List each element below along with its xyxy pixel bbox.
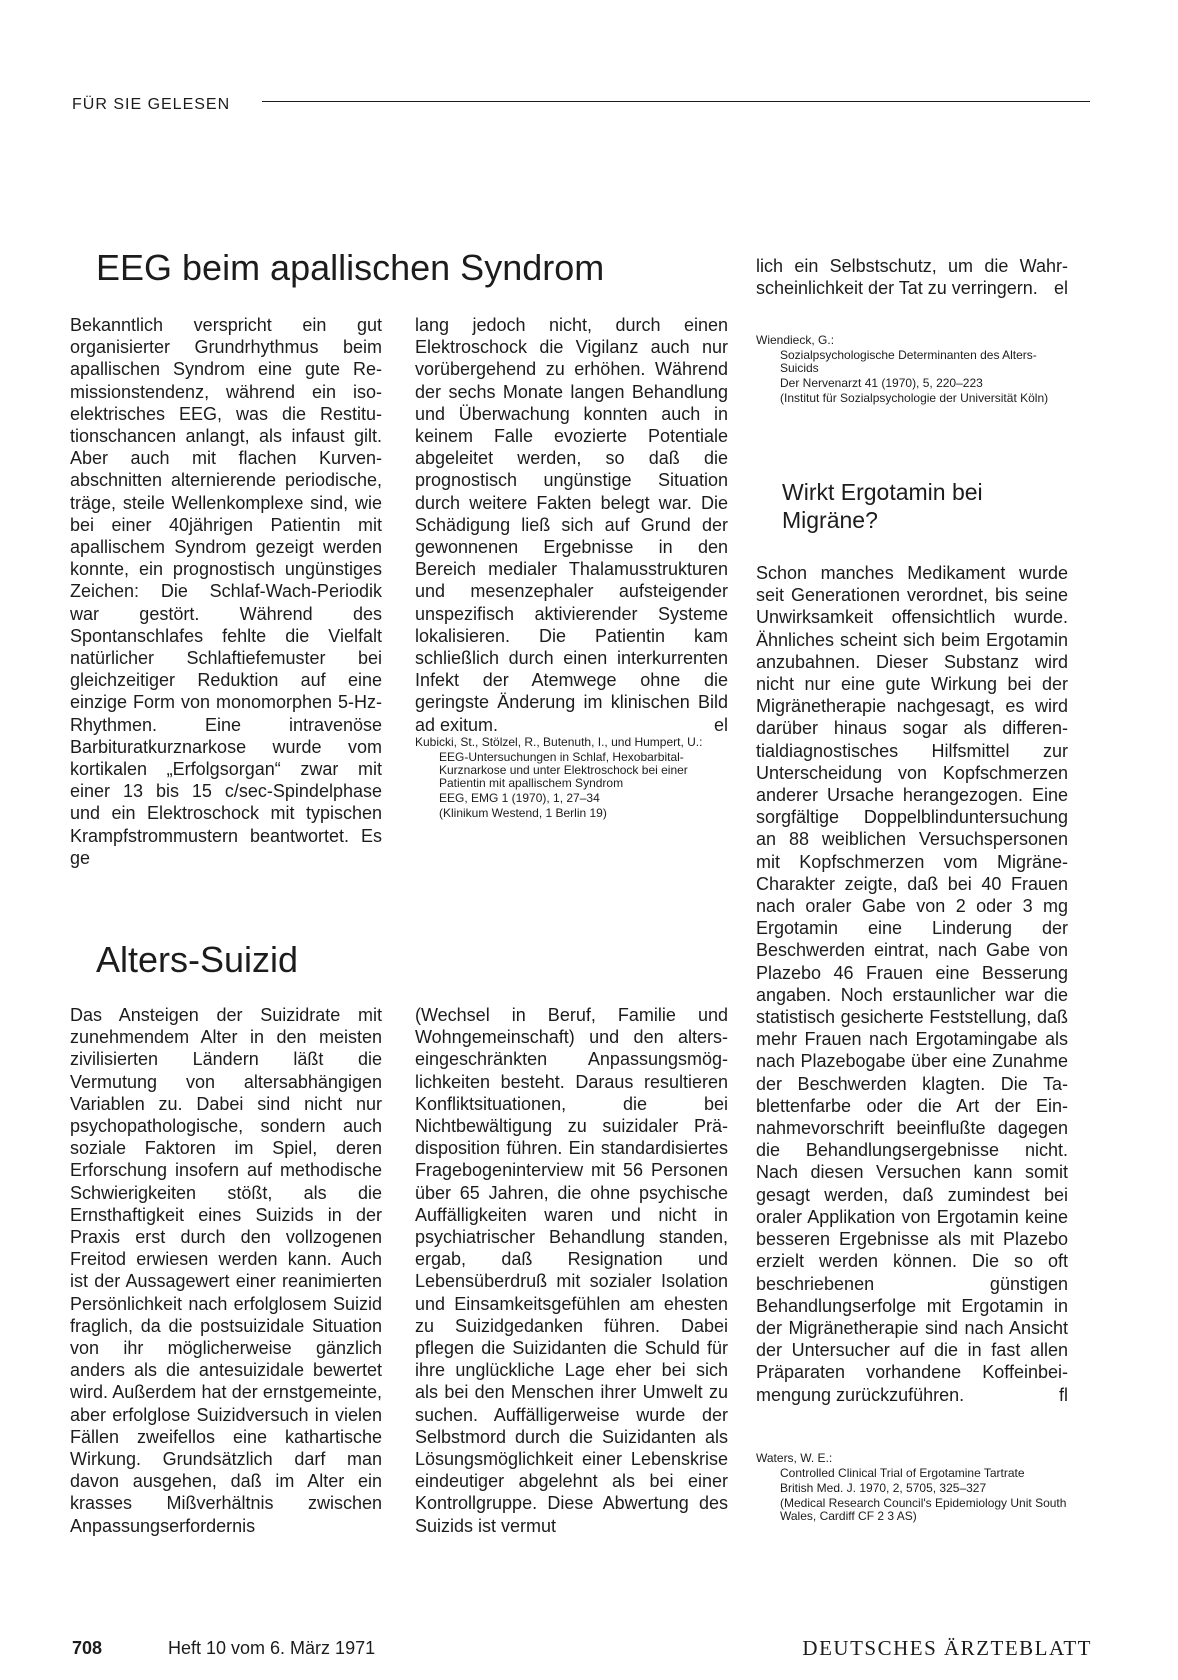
ergotamin-ref-citation: British Med. J. 1970, 2, 5705, 325–327 [780,1481,987,1495]
ergotamin-body-text: Schon manches Medikament wurde seit Generationen verordnet, bis seine Unwirksamkeit offensichtlich wurde. Ähnliches scheint sich beim Ergotamin anzubahnen. Dieser Substanz wird nicht nur eine gute Wirkung bei der Migränetherapie nachgesagt, es wird darüber hinaus sogar als differentialdiagnostisches Hilfsmittel zur Unterscheidung von Kopfschmerzen anderer Ursache herangezogen. Eine sorgfältige Doppelblinduntersuchung an 88 weiblichen Versuchspersonen mit Kopfschmerzen vom Migräne-Charakter zeigte, daß bei 40 Frauen nach oraler Gabe von 2 oder 3 mg Ergotamin eine Linderung der Beschwerden eintrat, nach Gabe von Plazebo 46 Frauen eine Besserung angaben. Noch erstaunlicher war die statistisch gesicherte Feststellung, daß mehr Frauen nach Ergotamingabe als nach Plazebogabe über eine Zunahme der Beschwerden klagten. Die Tablettenfarbe oder die Art der Einnahmevorschrift beeinflußte dagegen die Behandlungsergebnisse nicht. Nach diesen Versuchen kann somit gesagt werden, daß zumindest bei oraler Applikation von Ergotamin keine besseren Ergebnisse als mit Plazebo erzielt werden können. Die so oft beschriebenen günstigen Behandlungserfolge mit Ergotamin in der Migränetherapie sind nach Ansicht der Untersucher auf die in fast allen Präparaten vorhandene Koffeinbeimengung zurückzuführen. [756,563,1068,1405]
suizid-col1-text: Das Ansteigen der Suizidrate mit zunehmendem Alter in den meisten zivilisierten Ländern läßt die Vermutung von altersabhängigen Variablen zu. Dabei sind nicht nur psychopathologische, sondern auch soziale Faktoren im Spiel, deren Erforschung insofern auf methodische Schwierigkeiten stößt, als die Ernsthaftigkeit eines Suizids in der Praxis erst durch den vollzogenen Freitod erwiesen werden kann. Auch ist der Aussagewert einer reanimierten Persönlichkeit nach erfolglosem Suizid fraglich, da die postsuizidale Situation von ihr möglicherweise gänzlich anders als die antesuizidale bewertet wird. Außerdem hat der ernstgemeinte, aber erfolglose Suizidversuch in vielen Fällen zweifellos eine kathartische Wirkung. Grundsätzlich darf man davon ausgehen, daß im Alter ein krasses Mißverhältnis zwischen Anpassungserfordernis [70,1005,382,1536]
ergotamin-reference [756,1452,1068,1525]
ergotamin-ref-authors: Waters, W. E.: [756,1451,833,1465]
suizid-column-2 [415,1004,728,1537]
suizid-ref-title: Sozialpsychologische Determinanten des Alters-Suicids [780,348,1037,375]
journal-name: DEUTSCHES ÄRZTEBLATT [802,1636,1092,1660]
ergotamin-author-initials: fl [1059,1384,1068,1405]
eeg-column-2 [415,314,728,736]
eeg-author-initials: el [713,714,728,735]
suizid-ref-citation: Der Nervenarzt 41 (1970), 5, 220–223 [780,376,983,390]
eeg-col2-text: lang jedoch nicht, durch einen Elektroschock die Vigilanz auch nur vorübergehend zu erhöhen. Während der sechs Monate langen Behandlung und Überwachung konnten auch in keinem Falle evozierte Potentiale abgeleitet werden, so daß die prognostisch ungünstige Situation durch weitere Fakten belegt war. Die Schädigung ließ sich auf Grund der gewonnenen Ergebnisse in den Bereich medialer Thalamusstrukturen und mesenzephaler aufsteigender unspezifisch aktivierender Systeme lokalisieren. Die Patientin kam schließlich durch einen interkurrenten Infekt der Atemwege ohne die geringste Änderung im klinischen Bild ad exitum. [415,315,728,735]
eeg-column-1 [70,314,382,869]
suizid-reference [756,334,1068,407]
eeg-ref-authors: Kubicki, St., Stölzel, R., Butenuth, I., und Humpert, U.: [415,735,703,749]
eeg-reference [415,736,728,822]
header-rule [262,101,1090,102]
ergotamin-ref-title: Controlled Clinical Trial of Ergotamine Tartrate [780,1466,1025,1480]
ergotamin-ref-institution: (Medical Research Council's Epidemiology Unit South Wales, Cardiff CF 2 3 AS) [780,1496,1067,1523]
section-label: FÜR SIE GELESEN [72,96,231,113]
suizid-column-1 [70,1004,382,1537]
suizid-col3-text: lich ein Selbstschutz, um die Wahrscheinlichkeit der Tat zu verringern. [756,256,1068,299]
suizid-col2-text: (Wechsel in Beruf, Familie und Wohngemeinschaft) und den alterseingeschränkten Anpassungsmöglichkeiten besteht. Daraus resultieren Konfliktsituationen, die bei Nichtbewältigung zu suizidaler Prädisposition führen. Ein standardisiertes Fragebogeninterview mit 56 Personen über 65 Jahren, die ohne psychische Auffälligkeiten waren und nicht in psychiatrischer Behandlung standen, ergab, daß Resignation und Lebensüberdruß mit sozialer Isolation und Einsamkeitsgefühlen am ehesten zu Suizidgedanken führen. Dabei pflegen die Suizidanten die Schuld für ihre unglückliche Lage eher bei sich als bei den Menschen ihrer Umwelt zu suchen. Auffälligerweise wurde der Selbstmord durch die Suizidanten als Lösungsmöglichkeit einer Lebenskrise eindeutiger abgelehnt als bei einer Kontrollgruppe. Diese Abwertung des Suizids ist vermut [415,1005,728,1536]
suizid-ref-institution: (Institut für Sozialpsychologie der Universität Köln) [780,391,1049,405]
issue-info: Heft 10 vom 6. März 1971 [168,1638,376,1658]
suizid-ref-authors: Wiendieck, G.: [756,333,835,347]
ergotamin-column [756,562,1068,1406]
suizid-author-initials: el [1053,278,1068,299]
eeg-ref-citation: EEG, EMG 1 (1970), 1, 27–34 [439,791,600,805]
article-title-eeg: EEG beim apallischen Syndrom [96,247,605,288]
article-title-ergotamin: Wirkt Ergotamin bei Migräne? [782,479,983,533]
suizid-column-3 [756,255,1068,299]
eeg-ref-institution: (Klinikum Westend, 1 Berlin 19) [439,806,607,820]
eeg-ref-title: EEG-Untersuchungen in Schlaf, Hexobarbital-Kurznarkose und unter Elektroschock bei einer Patientin mit apallischem Syndrom [439,750,688,790]
page-number: 708 [72,1638,103,1658]
eeg-col1-text: Bekanntlich verspricht ein gut organisierter Grundrhythmus beim apallischen Syndrom eine gute Remissionstendenz, während ein isoelektrisches EEG, was die Restitutionschancen anlangt, als infaust gilt. Aber auch mit flachen Kurvenabschnitten alternierende periodische, träge, steile Wellenkomplexe sind, wie bei einer 40jährigen Patientin mit apallischem Syndrom gezeigt werden konnte, ein prognostisch ungünstiges Zeichen: Die Schlaf-Wach-Periodik war gestört. Während des Spontanschlafes fehlte die Vielfalt natürlicher Schlaftiefemuster bei gleichzeitiger Reduktion auf eine einzige Form von monomorphen 5-Hz-Rhythmen. Eine intravenöse Barbituratkurznarkose wurde vom kortikalen „Erfolgsorgan“ zwar mit einer 13 bis 15 c/sec-Spindelphase und ein Elektroschock mit typischen Krampfstrommustern beantwortet. Es ge [70,315,382,868]
article-title-suizid: Alters-Suizid [96,939,299,980]
